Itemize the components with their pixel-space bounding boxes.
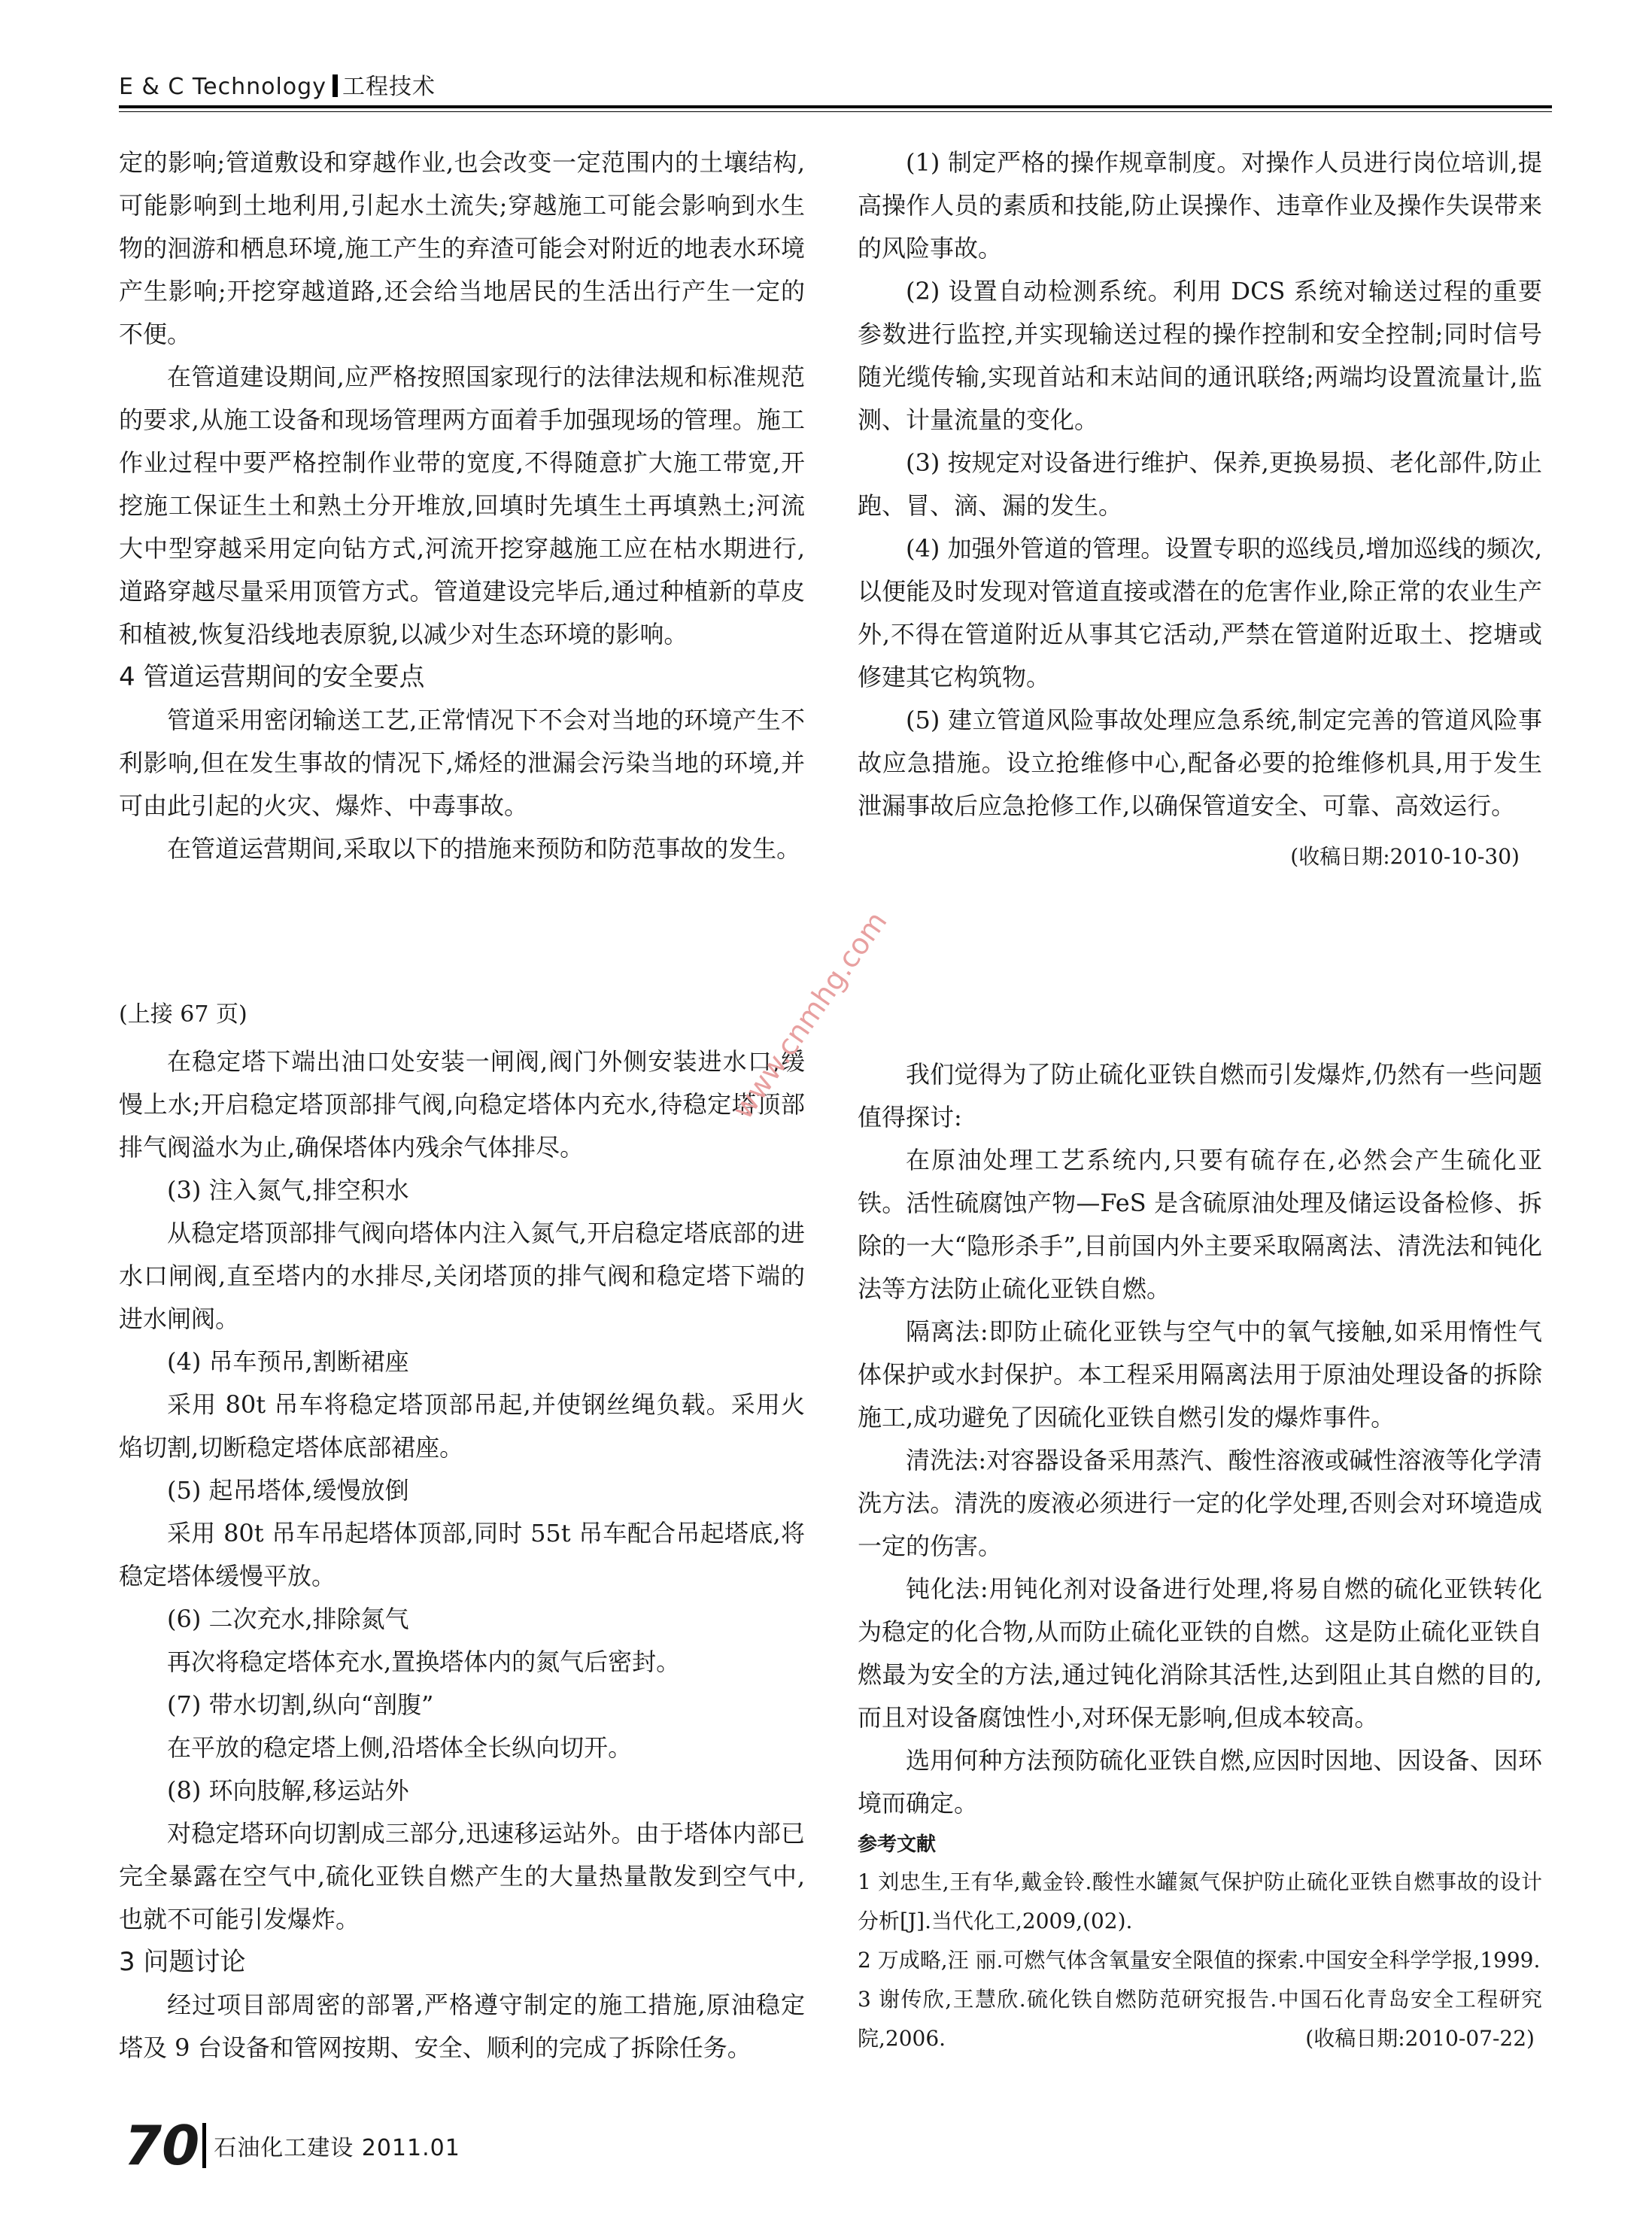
paragraph: 隔离法:即防止硫化亚铁与空气中的氧气接触,如采用惰性气体保护或水封保护。本工程采用隔离法用于原油处理设备的拆除施工,成功避免了因硫化亚铁自燃引发的爆炸事件。 [858,1317,1542,1432]
paragraph: 在平放的稳定塔上侧,沿塔体全长纵向切开。 [167,1733,633,1762]
list-item: (1) 制定严格的操作规章制度。对操作人员进行岗位培训,提高操作人员的素质和技能,防止误操作、违章作业及操作失误带来的风险事故。 [858,148,1542,263]
paragraph: 定的影响;管道敷设和穿越作业,也会改变一定范围内的土壤结构,可能影响到土地利用,引起水土流失;穿越施工可能会影响到水生物的洄游和栖息环境,施工产生的弃渣可能会对附近的地表水环境产生影响;开挖穿越道路,还会给当地居民的生活出行产生一定的不便。 [119,148,805,348]
step-heading: (3) 注入氮气,排空积水 [167,1176,409,1204]
paragraph: 经过项目部周密的部署,严格遵守制定的施工措施,原油稳定塔及 9 台设备和管网按期、安全、顺利的完成了拆除任务。 [119,1991,805,2062]
step-heading: (7) 带水切割,纵向“剖腹” [167,1690,434,1719]
bottom-right-column [858,1053,1542,2058]
section-heading-3: 3 问题讨论 [119,1947,246,1977]
paragraph: 对稳定塔环向切割成三部分,迅速移运站外。由于塔体内部已完全暴露在空气中,硫化亚铁自燃产生的大量热量散发到空气中,也就不可能引发爆炸。 [119,1819,805,1933]
paragraph: 采用 80t 吊车吊起塔体顶部,同时 55t 吊车配合吊起塔底,将稳定塔体缓慢平放。 [119,1519,805,1590]
header-english: E & C Technology [119,74,326,100]
paragraph: 再次将稳定塔体充水,置换塔体内的氮气后密封。 [167,1648,681,1676]
list-item: (4) 加强外管道的管理。设置专职的巡线员,增加巡线的频次,以便能及时发现对管道直接或潜在的危害作业,除正常的农业生产外,不得在管道附近从事其它活动,严禁在管道附近取土、挖塘或修建其它构筑物。 [858,534,1542,691]
header-separator [333,74,338,97]
list-item: (2) 设置自动检测系统。利用 DCS 系统对输送过程的重要参数进行监控,并实现输送过程的操作控制和安全控制;同时信号随光缆传输,实现首站和末站间的通讯联络;两端均设置流量计,监测、计量流量的变化。 [858,277,1542,434]
header-chinese: 工程技术 [342,74,436,100]
running-header [119,68,436,101]
paragraph: 在管道运营期间,采取以下的措施来预防和防范事故的发生。 [167,834,801,863]
paragraph: 从稳定塔顶部排气阀向塔体内注入氮气,开启稳定塔底部的进水口闸阀,直至塔内的水排尽,关闭塔顶的排气阀和稳定塔下端的进水闸阀。 [119,1219,805,1333]
paragraph: 在稳定塔下端出油口处安装一闸阀,阀门外侧安装进水口,缓慢上水;开启稳定塔顶部排气阀,向稳定塔体内充水,待稳定塔顶部排气阀溢水为止,确保塔体内残余气体排尽。 [119,1047,805,1162]
paragraph: 清洗法:对容器设备采用蒸汽、酸性溶液或碱性溶液等化学清洗方法。清洗的废液必须进行一定的化学处理,否则会对环境造成一定的伤害。 [858,1446,1542,1560]
watermark: www.cnmhg.com [726,905,894,1125]
continuation-note: (上接 67 页) [119,1001,247,1028]
step-heading: (6) 二次充水,排除氮气 [167,1605,409,1633]
header-rule-thin [119,111,1552,112]
header-rule-thick [119,105,1552,108]
paragraph: 钝化法:用钝化剂对设备进行处理,将易自燃的硫化亚铁转化为稳定的化合物,从而防止硫化亚铁的自燃。这是防止硫化亚铁自燃最为安全的方法,通过钝化消除其活性,达到阻止其自燃的目的,而且对设备腐蚀性小,对环保无影响,但成本较高。 [858,1575,1542,1732]
top-left-column [119,141,805,870]
step-heading: (5) 起吊塔体,缓慢放倒 [167,1476,409,1505]
page-footer [124,2114,460,2177]
reference-item: 1 刘忠生,王有华,戴金铃.酸性水罐氮气保护防止硫化亚铁自燃事故的设计分析[J].当代化工,2009,(02). [858,1869,1542,1933]
journal-name: 石油化工建设 2011.01 [214,2135,460,2161]
paragraph: 我们觉得为了防止硫化亚铁自燃而引发爆炸,仍然有一些问题值得探讨: [858,1060,1542,1131]
step-heading: (4) 吊车预吊,割断裙座 [167,1347,409,1376]
step-heading: (8) 环向肢解,移运站外 [167,1776,409,1805]
bottom-left-column [119,993,805,2070]
reference-text: 3 谢传欣,王慧欣.硫化铁自燃防范研究报告.中国石化青岛安全工程研究院,2006. [858,1987,1542,2051]
reference-item [858,1980,1542,2058]
paragraph: 选用何种方法预防硫化亚铁自燃,应因时因地、因设备、因环境而确定。 [858,1746,1542,1818]
section-heading-4: 4 管道运营期间的安全要点 [119,662,425,692]
paragraph: 在管道建设期间,应严格按照国家现行的法律法规和标准规范的要求,从施工设备和现场管理两方面着手加强现场的管理。施工作业过程中要严格控制作业带的宽度,不得随意扩大施工带宽,开挖施工保证生土和熟土分开堆放,回填时先填生土再填熟土;河流大中型穿越采用定向钻方式,河流开挖穿越施工应在枯水期进行,道路穿越尽量采用顶管方式。管道建设完毕后,通过种植新的草皮和植被,恢复沿线地表原貌,以减少对生态环境的影响。 [119,363,805,648]
paragraph: 在原油处理工艺系统内,只要有硫存在,必然会产生硫化亚铁。活性硫腐蚀产物—FeS 是含硫原油处理及储运设备检修、拆除的一大“隐形杀手”,目前国内外主要采取隔离法、清洗法和钝化法等方法防止硫化亚铁自燃。 [858,1146,1542,1303]
paragraph: 管道采用密闭输送工艺,正常情况下不会对当地的环境产生不利影响,但在发生事故的情况下,烯烃的泄漏会污染当地的环境,并可由此引起的火灾、爆炸、中毒事故。 [119,706,805,820]
references-heading: 参考文献 [858,1833,937,1856]
footer-separator [202,2123,206,2168]
received-date: (收稿日期:2010-07-22) [1305,2026,1535,2051]
top-right-column [858,141,1542,878]
received-date: (收稿日期:2010-10-30) [1290,844,1520,869]
list-item: (3) 按规定对设备进行维护、保养,更换易损、老化部件,防止跑、冒、滴、漏的发生。 [858,448,1542,520]
paragraph: 采用 80t 吊车将稳定塔顶部吊起,并使钢丝绳负载。采用火焰切割,切断稳定塔体底部裙座。 [119,1390,805,1462]
list-item: (5) 建立管道风险事故处理应急系统,制定完善的管道风险事故应急措施。设立抢维修中心,配备必要的抢维修机具,用于发生泄漏事故后应急抢修工作,以确保管道安全、可靠、高效运行。 [858,706,1542,820]
page-number: 70 [124,2114,200,2177]
reference-item: 2 万成略,汪 丽.可燃气体含氧量安全限值的探索.中国安全科学学报,1999. [858,1948,1541,1973]
